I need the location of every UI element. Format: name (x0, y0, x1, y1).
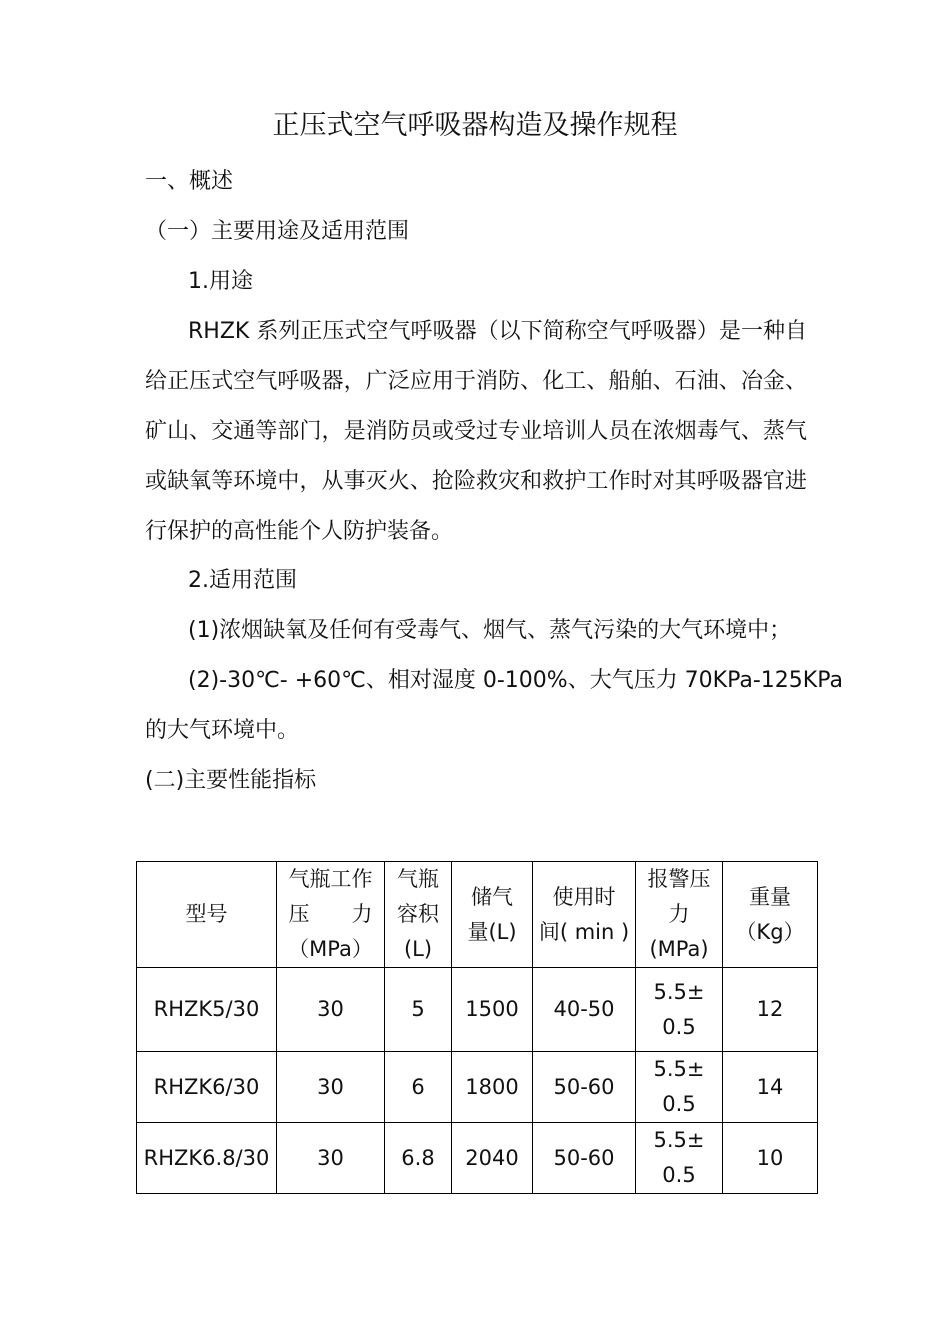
paragraph-line: 或缺氧等环境中，从事灭火、抢险救灾和救护工作时对其呼吸器官进 (145, 469, 807, 494)
page-title: 正压式空气呼吸器构造及操作规程 (272, 110, 678, 141)
cell-weight: 12 (723, 968, 818, 1052)
cell-volume: 5 (385, 968, 452, 1052)
cell-weight: 10 (723, 1123, 818, 1194)
header-alarm-pressure: 报警压 力 (MPa) (636, 862, 723, 968)
cell-alarm: 5.5± 0.5 (636, 1123, 723, 1194)
cell-model: RHZK6/30 (137, 1052, 277, 1123)
cell-weight: 14 (723, 1052, 818, 1123)
cell-time: 50-60 (533, 1052, 636, 1123)
header-weight: 重量 （Kg） (723, 862, 818, 968)
cell-storage: 1500 (452, 968, 533, 1052)
cell-model: RHZK5/30 (137, 968, 277, 1052)
paragraph-line: 给正压式空气呼吸器，广泛应用于消防、化工、船舶、石油、冶金、 (145, 369, 807, 394)
scope-item-1: (1)浓烟缺氧及任何有受毒气、烟气、蒸气污染的大气环境中； (188, 618, 792, 643)
scope-item-2-line2: 的大气环境中。 (145, 718, 300, 743)
cell-storage: 1800 (452, 1052, 533, 1123)
subsection-heading-usage-scope: （一）主要用途及适用范围 (145, 219, 410, 244)
section-heading-overview: 一、概述 (145, 169, 234, 194)
table-header-row (137, 862, 818, 968)
cell-model: RHZK6.8/30 (137, 1123, 277, 1194)
cell-time: 50-60 (533, 1123, 636, 1194)
item-heading-scope: 2.适用范围 (188, 568, 297, 593)
header-cylinder-volume: 气瓶 容积 (L) (385, 862, 452, 968)
table-row (137, 1123, 818, 1194)
subsection-heading-performance: (二)主要性能指标 (145, 768, 317, 793)
cell-alarm: 5.5± 0.5 (636, 1052, 723, 1123)
performance-table (136, 861, 818, 1194)
cell-pressure: 30 (277, 1123, 385, 1194)
header-model: 型号 (137, 862, 277, 968)
scope-item-2-line1: (2)-30℃- +60℃、相对湿度 0-100%、大气压力 70KPa-125KPa (188, 668, 843, 693)
cell-volume: 6.8 (385, 1123, 452, 1194)
header-usage-time: 使用时 间( min ) (533, 862, 636, 968)
item-heading-usage: 1.用途 (188, 269, 253, 294)
cell-alarm: 5.5± 0.5 (636, 968, 723, 1052)
cell-storage: 2040 (452, 1123, 533, 1194)
table-row (137, 968, 818, 1052)
header-working-pressure: 气瓶工作 压 力 （MPa） (277, 862, 385, 968)
paragraph-line: 行保护的高性能个人防护装备。 (145, 519, 454, 544)
paragraph-line: RHZK 系列正压式空气呼吸器（以下简称空气呼吸器）是一种自 (188, 319, 807, 344)
table-row (137, 1052, 818, 1123)
cell-pressure: 30 (277, 1052, 385, 1123)
cell-time: 40-50 (533, 968, 636, 1052)
paragraph-line: 矿山、交通等部门，是消防员或受过专业培训人员在浓烟毒气、蒸气 (145, 419, 807, 444)
header-air-storage: 储气 量(L) (452, 862, 533, 968)
cell-volume: 6 (385, 1052, 452, 1123)
cell-pressure: 30 (277, 968, 385, 1052)
